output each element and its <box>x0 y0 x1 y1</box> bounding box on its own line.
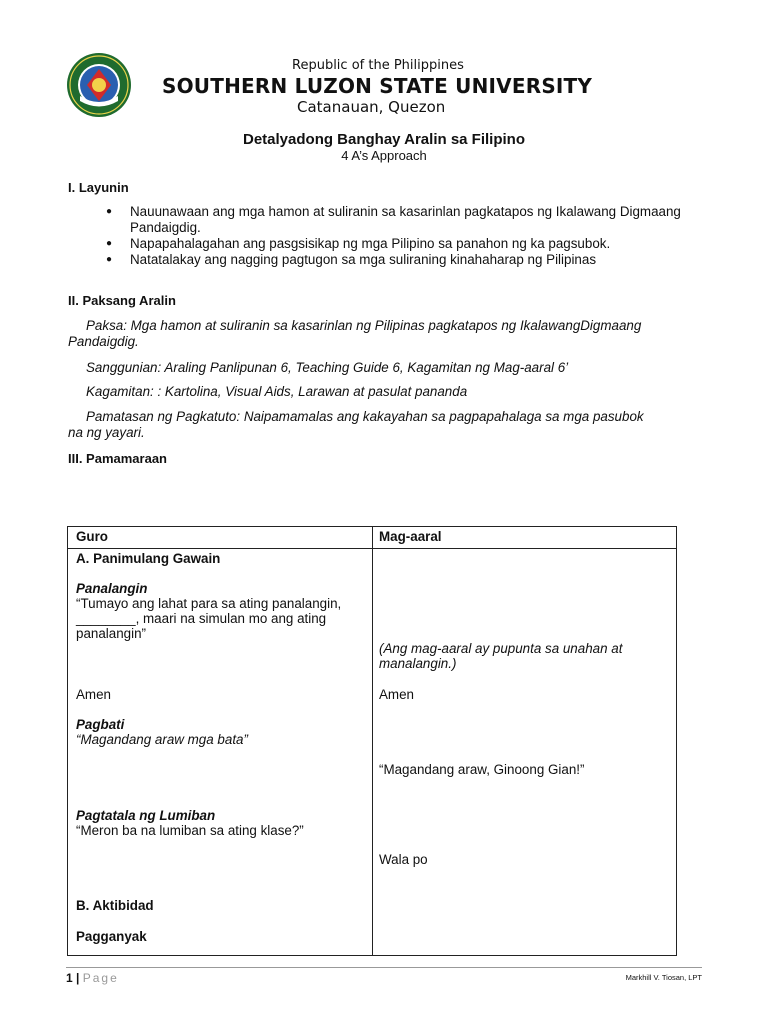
section-layunin-heading: I. Layunin <box>68 180 129 195</box>
guro-amen: Amen <box>76 687 111 702</box>
layunin-list <box>106 204 706 268</box>
panimulang-gawain-heading: A. Panimulang Gawain <box>76 551 221 566</box>
lesson-table <box>67 526 677 956</box>
university-name: SOUTHERN LUZON STATE UNIVERSITY <box>162 74 593 98</box>
list-item: ● Nauunawaan ang mga hamon at suliranin sa kasarinlan pagkatapos ng Ikalawang Digmaang Pandaigdig. <box>106 204 706 236</box>
paksa-text: Paksa: Mga hamon at suliranin sa kasarinlan ng Pilipinas pagkatapos ng IkalawangDigmaang Pandaigdig. <box>68 318 642 349</box>
table-header-magaaral: Mag-aaral <box>379 529 442 544</box>
panalangin-text: “Tumayo ang lahat para sa ating panalangin, ________, maari na simulan mo ang ating panalangin” <box>76 596 342 641</box>
aktibidad-heading: B. Aktibidad <box>76 898 154 913</box>
magaaral-amen: Amen <box>379 687 414 702</box>
wala-response: Wala po <box>379 852 428 867</box>
pagtatala-text: “Meron ba na lumiban sa ating klase?” <box>76 823 304 838</box>
pagganyak-label: Pagganyak <box>76 929 147 944</box>
table-header-divider <box>68 548 676 549</box>
page-label: Page <box>82 971 119 985</box>
section-paksang-aralin-heading: II. Paksang Aralin <box>68 293 176 308</box>
section-pamamaraan-heading: III. Pamamaraan <box>68 451 167 466</box>
pagbati-label: Pagbati <box>76 717 125 732</box>
kagamitan-text: Kagamitan: : Kartolina, Visual Aids, Larawan at pasulat pananda <box>86 384 468 399</box>
panalangin-label: Panalangin <box>76 581 148 596</box>
footer-divider <box>66 967 702 968</box>
university-location: Catanauan, Quezon <box>297 98 446 116</box>
pamatasan-paragraph <box>68 409 658 441</box>
table-header-guro: Guro <box>76 529 108 544</box>
pagtatala-label: Pagtatala ng Lumiban <box>76 808 216 823</box>
list-item: ● Napapahalagahan ang pasgsisikap ng mga Pilipino sa panahon ng ka pagsubok. <box>106 236 706 252</box>
kagamitan-paragraph <box>68 384 658 400</box>
pagbati-response: “Magandang araw, Ginoong Gian!” <box>379 762 585 777</box>
sanggunian-text: Sanggunian: Araling Panlipunan 6, Teaching Guide 6, Kagamitan ng Mag-aaral 6’ <box>86 360 569 375</box>
sanggunian-paragraph <box>68 360 658 376</box>
list-item: ● Natatalakay ang nagging pagtugon sa mga suliraning kinahaharap ng Pilipinas <box>106 252 706 268</box>
pagbati-text: “Magandang araw mga bata” <box>76 732 248 747</box>
republic-text: Republic of the Philippines <box>292 58 464 73</box>
paksa-paragraph <box>68 318 658 350</box>
document-subtitle: 4 A’s Approach <box>341 148 427 163</box>
pamatasan-text: Pamatasan ng Pagkatuto: Naipamamalas ang kakayahan sa pagpapahalaga sa mga pasubok na ng yayari. <box>68 409 644 440</box>
table-column-divider <box>372 527 373 955</box>
page-separator: | <box>76 971 80 985</box>
page-number <box>66 971 119 985</box>
university-seal-logo <box>66 52 132 118</box>
page-number-value: 1 <box>66 971 73 985</box>
panalangin-response: (Ang mag-aaral ay pupunta sa unahan at manalangin.) <box>379 641 623 671</box>
author-credit: Markhill V. Tiosan, LPT <box>625 973 702 982</box>
document-title: Detalyadong Banghay Aralin sa Filipino <box>243 131 525 148</box>
